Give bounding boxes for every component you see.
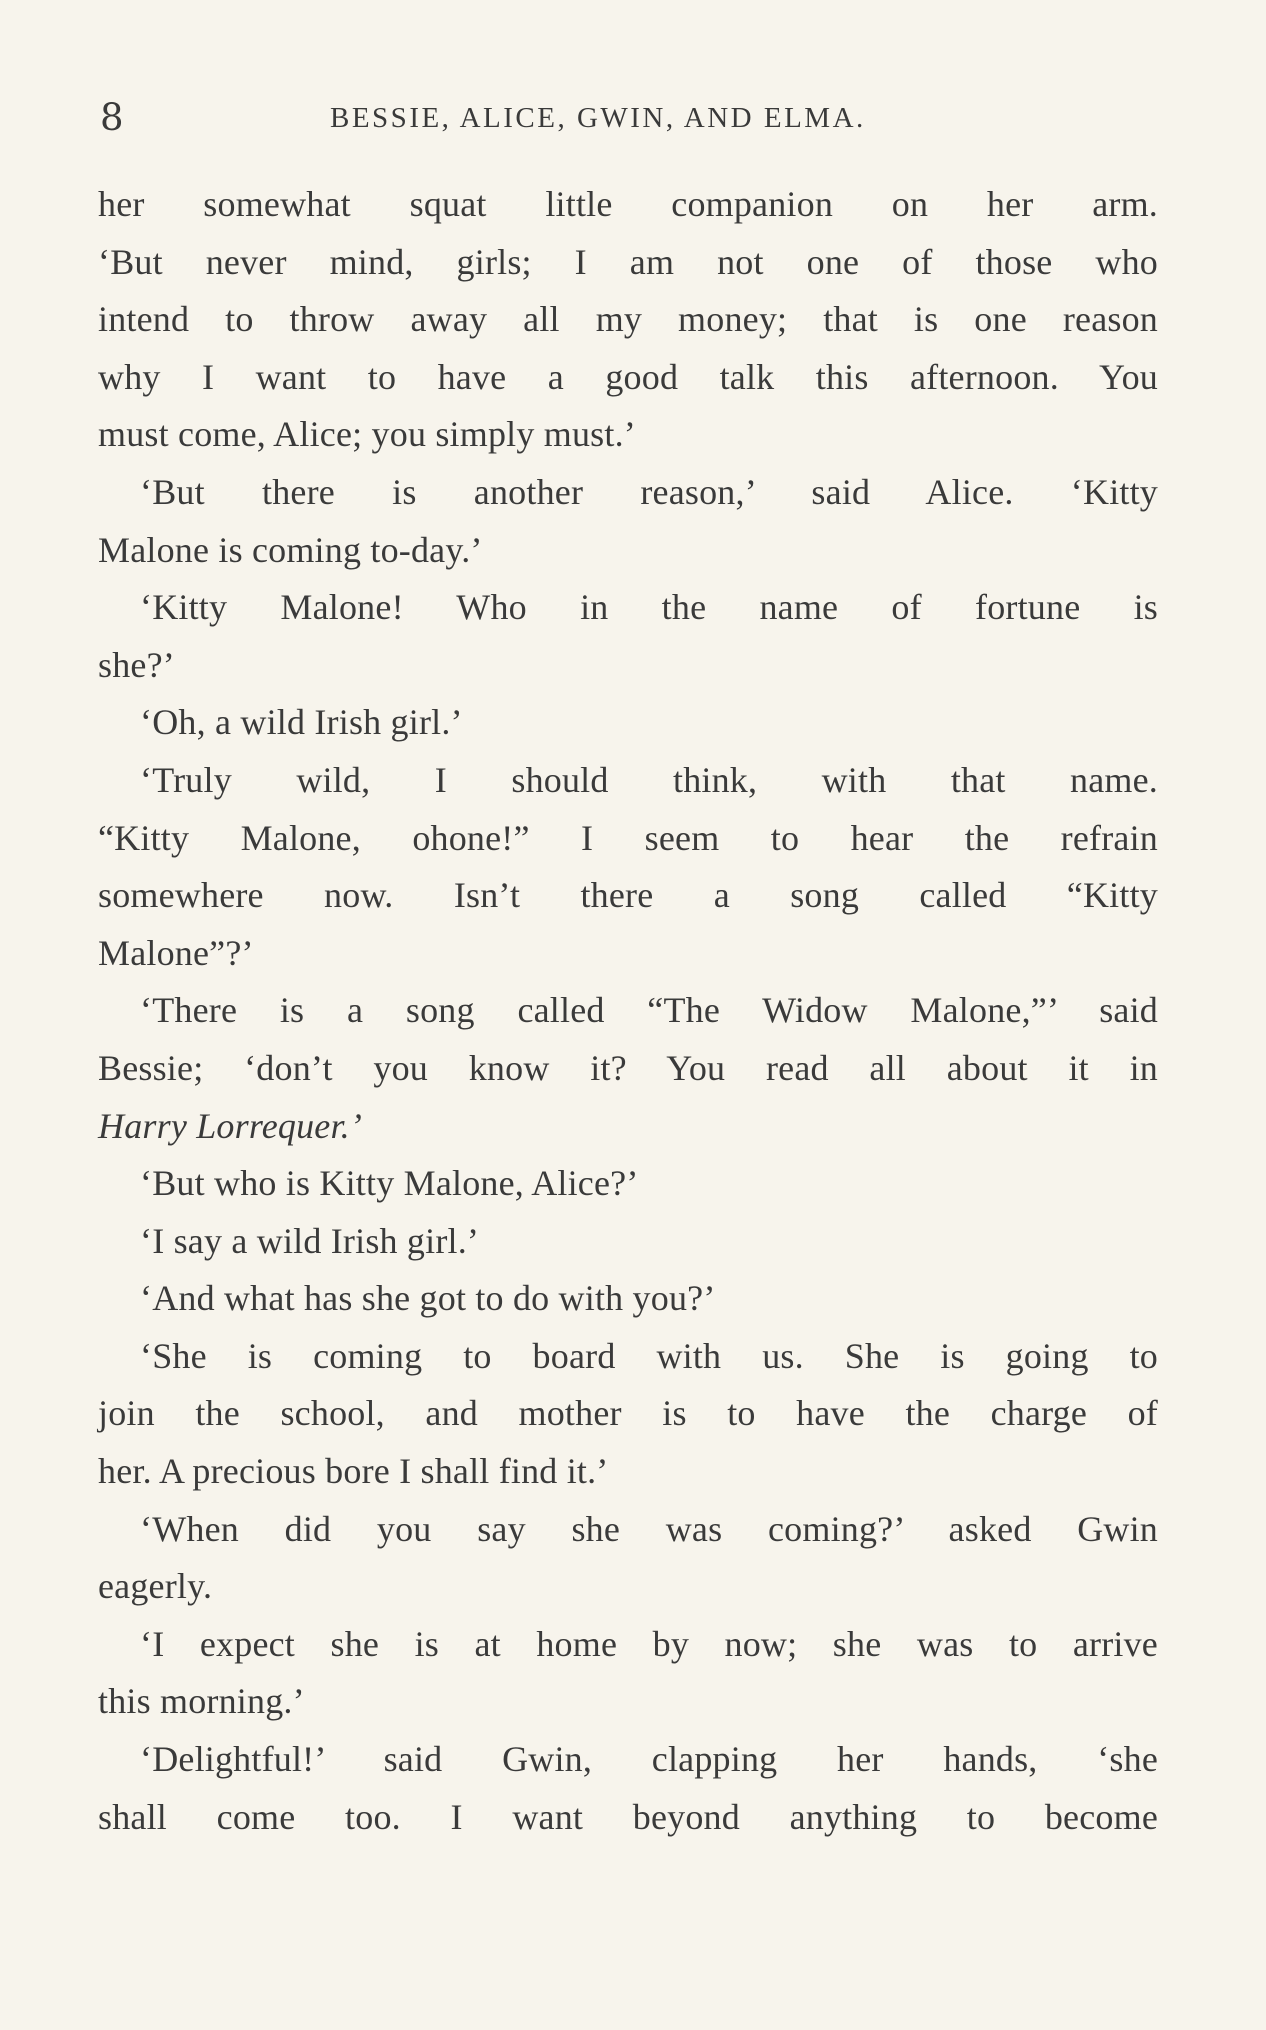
text-line: Harry Lorrequer.’ — [98, 1105, 363, 1146]
text-line: she?’ — [98, 644, 175, 685]
text-line: “Kitty Malone, ohone!” I seem to hear the refrain — [98, 817, 1158, 858]
text-line: ‘Truly wild, I should think, with that name. — [140, 759, 1158, 800]
text-line: must come, Alice; you simply must.’ — [98, 414, 636, 455]
running-title: BESSIE, ALICE, GWIN, AND ELMA. — [330, 102, 866, 134]
text-line: eagerly. — [98, 1566, 213, 1607]
text-line: Bessie; ‘don’t you know it? You read all about it in — [98, 1047, 1158, 1088]
text-line: ‘Delightful!’ said Gwin, clapping her hands, ‘she — [140, 1739, 1158, 1780]
page-header — [100, 96, 1160, 146]
text-line: why I want to have a good talk this afternoon. You — [98, 356, 1158, 397]
text-line: ‘When did you say she was coming?’ asked Gwin — [140, 1508, 1158, 1549]
text-line: ‘There is a song called “The Widow Malone,”’ said — [140, 990, 1158, 1031]
text-line: ‘But who is Kitty Malone, Alice?’ — [140, 1163, 639, 1204]
text-line: this morning.’ — [98, 1681, 305, 1722]
text-line: her somewhat squat little companion on her arm. — [98, 184, 1158, 224]
text-line: somewhere now. Isn’t there a song called “Kitty — [98, 875, 1158, 916]
text-line: ‘I say a wild Irish girl.’ — [140, 1220, 480, 1261]
page-number: 8 — [100, 96, 125, 139]
body-text — [98, 176, 1158, 1846]
text-line: ‘I expect she is at home by now; she was to arrive — [140, 1623, 1158, 1664]
text-line: join the school, and mother is to have the charge of — [98, 1393, 1158, 1434]
text-line: her. A precious bore I shall find it.’ — [98, 1451, 609, 1492]
text-line: ‘Kitty Malone! Who in the name of fortune is — [140, 587, 1158, 628]
text-line: ‘She is coming to board with us. She is going to — [140, 1335, 1158, 1376]
text-line: Malone”?’ — [98, 932, 254, 973]
text-line: ‘Oh, a wild Irish girl.’ — [140, 702, 463, 743]
text-line: intend to throw away all my money; that is one reason — [98, 299, 1158, 340]
text-line: ‘And what has she got to do with you?’ — [140, 1278, 716, 1319]
text-line: ‘But there is another reason,’ said Alice. ‘Kitty — [140, 471, 1158, 512]
text-line: shall come too. I want beyond anything to become — [98, 1796, 1158, 1837]
text-line: ‘But never mind, girls; I am not one of those who — [98, 241, 1158, 282]
text-line: Malone is coming to-day.’ — [98, 529, 483, 570]
